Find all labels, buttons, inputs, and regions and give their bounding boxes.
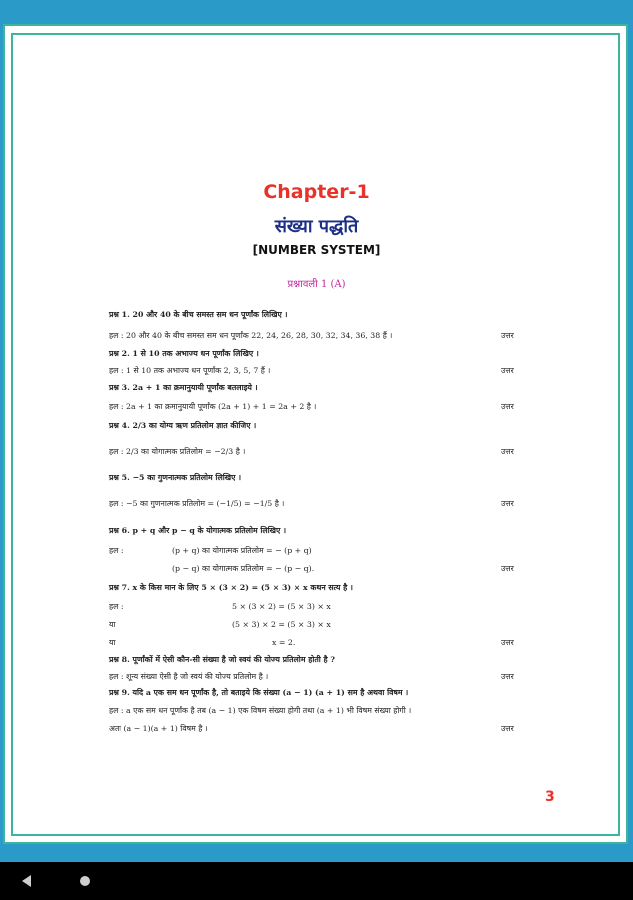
page <box>3 24 628 844</box>
equation-step: (5 × 3) × 2 = (5 × 3) × x <box>232 620 331 629</box>
answer-label: उत्तर <box>501 331 514 340</box>
question-text: प्रश्न 2. 1 से 10 तक अभाज्य धन पूर्णांक लिखिए । <box>109 349 259 358</box>
question-text: प्रश्न 4. 2/3 का योग्य ऋण प्रतिलोम ज्ञात कीजिए । <box>109 421 257 430</box>
back-icon[interactable] <box>22 875 31 887</box>
solution-text: हल : −5 का गुणनात्मक प्रतिलोम = (−1/5) = −1/5 है । <box>109 499 285 508</box>
equation-step: 5 × (3 × 2) = (5 × 3) × x <box>232 602 331 611</box>
answer-label: उत्तर <box>501 672 514 681</box>
answer-label: उत्तर <box>501 366 514 375</box>
question-text: प्रश्न 9. यदि a एक सम धन पूर्णांक है, तो बताइये कि संख्या (a − 1) (a + 1) सम है अथवा विषम । <box>109 688 409 697</box>
question-text: प्रश्न 8. पूर्णांकों में ऐसी कौन-सी संख्या है जो स्वयं की योज्य प्रतिलोम होती है ? <box>109 655 335 664</box>
solution-text: या <box>109 620 116 629</box>
solution-text: हल : a एक सम धन पूर्णांक है तब (a − 1) एक विषम संख्या होगी तथा (a + 1) भी विषम संख्या होगी । <box>109 706 412 715</box>
solution-text: हल : शून्य संख्या ऐसी है जो स्वयं की योज्य प्रतिलोम है । <box>109 672 269 681</box>
answer-label: उत्तर <box>501 402 514 411</box>
equation-step: x = 2. <box>272 638 296 647</box>
answer-label: उत्तर <box>501 724 514 733</box>
answer-label: उत्तर <box>501 447 514 456</box>
hindi-title: संख्या पद्धति <box>274 216 359 237</box>
solution-text: अतः (a − 1)(a + 1) विषम है । <box>109 724 208 733</box>
solution-step: (p − q) का योगात्मक प्रतिलोम = − (p − q). <box>172 564 315 573</box>
answer-label: उत्तर <box>501 564 514 573</box>
question-text: प्रश्न 5. −5 का गुणनात्मक प्रतिलोम लिखिए । <box>109 473 242 482</box>
chapter-heading: Chapter-1 <box>263 181 370 203</box>
solution-step: (p + q) का योगात्मक प्रतिलोम = − (p + q) <box>172 546 312 555</box>
question-text: प्रश्न 1. 20 और 40 के बीच समस्त सम धन पूर्णांक लिखिए । <box>109 310 288 319</box>
solution-text: हल : <box>109 546 124 555</box>
english-title: [NUMBER SYSTEM] <box>252 243 381 257</box>
solution-text: या <box>109 638 116 647</box>
navigation-bar <box>0 862 633 900</box>
solution-text: हल : 20 और 40 के बीच समस्त सम धन पूर्णांक 22, 24, 26, 28, 30, 32, 34, 36, 38 हैं । <box>109 331 393 340</box>
solution-text: हल : 2a + 1 का क्रमानुयायी पूर्णांक (2a + 1) + 1 = 2a + 2 है । <box>109 402 317 411</box>
answer-label: उत्तर <box>501 638 514 647</box>
solution-text: हल : <box>109 602 124 611</box>
question-text: प्रश्न 7. x के किस मान के लिए 5 × (3 × 2) = (5 × 3) × x कथन सत्य है । <box>109 583 353 592</box>
home-icon[interactable] <box>80 876 90 886</box>
question-text: प्रश्न 6. p + q और p − q के योगात्मक प्रतिलोम लिखिए । <box>109 526 287 535</box>
answer-label: उत्तर <box>501 499 514 508</box>
solution-text: हल : 2/3 का योगात्मक प्रतिलोम = −2/3 है । <box>109 447 246 456</box>
exercise-heading: प्रश्नावली 1 (A) <box>287 279 346 290</box>
page-number: 3 <box>545 789 555 805</box>
question-text: प्रश्न 3. 2a + 1 का क्रमानुयायी पूर्णांक बतलाइये । <box>109 383 258 392</box>
solution-text: हल : 1 से 10 तक अभाज्य धन पूर्णांक 2, 3, 5, 7 हैं । <box>109 366 271 375</box>
